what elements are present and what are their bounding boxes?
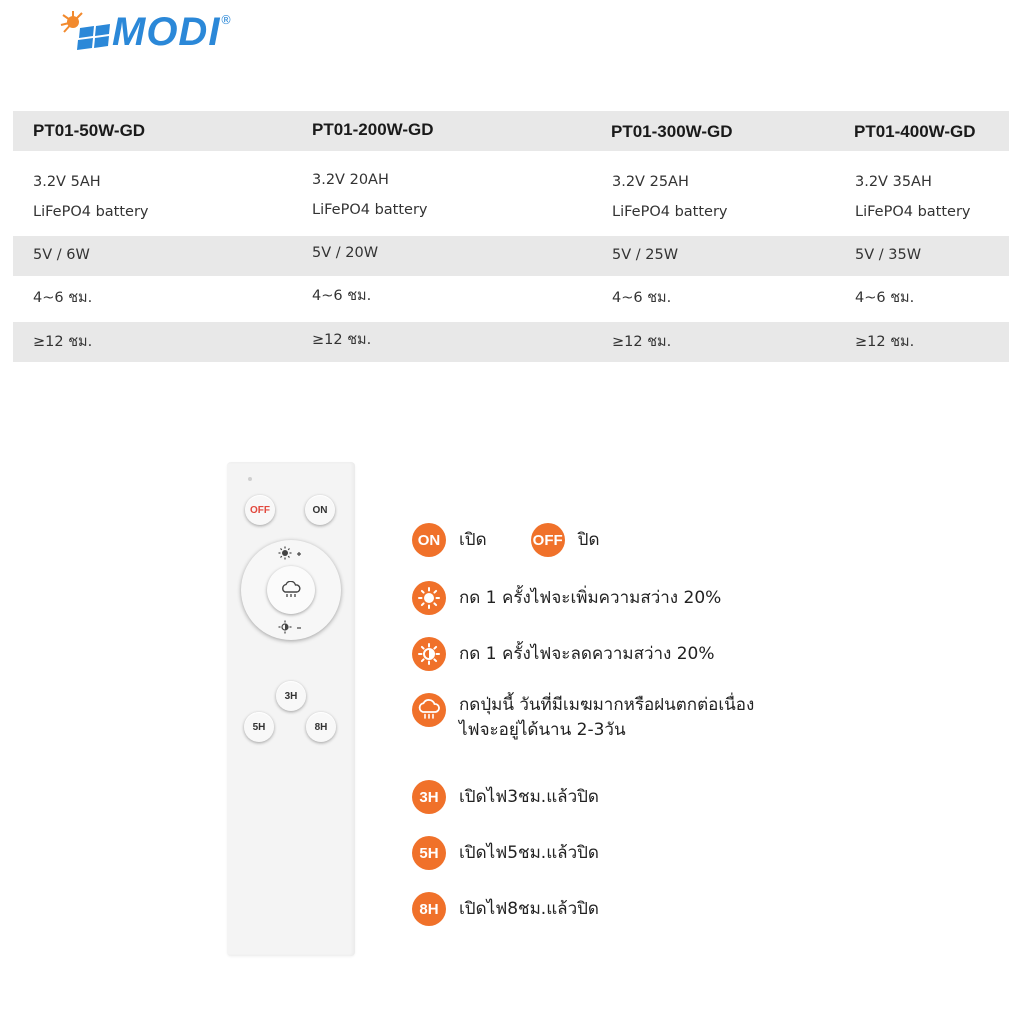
dimmer-description: กด 1 ครั้งไฟจะลดความสว่าง 20% bbox=[459, 643, 715, 664]
solar-panel-spec: 5V / 6W bbox=[33, 247, 90, 263]
legend-on-off bbox=[412, 523, 600, 557]
rain-mode-description-line2: ไฟจะอยู่ได้นาน 2-3วัน bbox=[459, 720, 626, 740]
timer-5h-description: เปิดไฟ5ชม.แล้วปิด bbox=[459, 842, 599, 863]
battery-type: LiFePO4 battery bbox=[312, 202, 428, 218]
solar-panel-spec: 5V / 25W bbox=[612, 247, 679, 263]
dimmer-sun-icon[interactable] bbox=[278, 620, 308, 634]
legend-timer-8h bbox=[412, 892, 599, 926]
off-badge: OFF bbox=[531, 523, 565, 557]
charge-time: 4~6 ชม. bbox=[33, 290, 93, 306]
timer-3h-badge: 3H bbox=[412, 780, 446, 814]
on-description: เปิด bbox=[459, 529, 487, 550]
brand-logo-icon bbox=[58, 8, 114, 58]
charge-time: 4~6 ชม. bbox=[612, 290, 672, 306]
cloud-rain-icon bbox=[412, 693, 446, 727]
off-button[interactable]: OFF bbox=[245, 495, 275, 525]
sun-icon bbox=[412, 581, 446, 615]
brightness-dial[interactable] bbox=[241, 540, 341, 640]
charge-time: 4~6 ชม. bbox=[855, 290, 915, 306]
rain-mode-description-line1: กดปุ่มนี้ วันที่มีเมฆมากหรือฝนตกต่อเนื่อง bbox=[459, 695, 755, 715]
header-cell: PT01-400W-GD bbox=[854, 122, 976, 141]
brighter-description: กด 1 ครั้งไฟจะเพิ่มความสว่าง 20% bbox=[459, 587, 722, 608]
timer-5h-button[interactable]: 5H bbox=[244, 712, 274, 742]
work-time: ≥12 ชม. bbox=[312, 332, 372, 348]
remote-control bbox=[227, 462, 355, 956]
table-header-row bbox=[13, 111, 1009, 151]
charge-time: 4~6 ชม. bbox=[312, 288, 372, 304]
header-cell: PT01-200W-GD bbox=[312, 120, 434, 139]
table-row-worktime bbox=[13, 322, 1009, 362]
on-badge: ON bbox=[412, 523, 446, 557]
cloud-rain-icon bbox=[280, 581, 302, 599]
rain-mode-button[interactable] bbox=[267, 566, 315, 614]
battery-capacity: 3.2V 5AH bbox=[33, 174, 101, 190]
off-description: ปิด bbox=[577, 529, 600, 550]
work-time: ≥12 ชม. bbox=[33, 334, 93, 350]
brightness-half-icon bbox=[412, 637, 446, 671]
legend-timer-5h bbox=[412, 836, 599, 870]
header-cell: PT01-50W-GD bbox=[33, 121, 146, 140]
on-button[interactable]: ON bbox=[305, 495, 335, 525]
battery-capacity: 3.2V 35AH bbox=[855, 174, 932, 190]
legend-timer-3h bbox=[412, 780, 599, 814]
timer-3h-button[interactable]: 3H bbox=[276, 681, 306, 711]
indicator-led bbox=[248, 477, 252, 481]
table-row-solar bbox=[13, 236, 1009, 276]
brand-name: MODI bbox=[112, 10, 221, 54]
legend-rain-mode bbox=[412, 693, 754, 743]
battery-type: LiFePO4 battery bbox=[855, 204, 971, 220]
solar-panel-spec: 5V / 20W bbox=[312, 245, 379, 261]
timer-3h-description: เปิดไฟ3ชม.แล้วปิด bbox=[459, 786, 599, 807]
table-row-battery bbox=[13, 151, 1009, 236]
spec-table bbox=[13, 111, 1009, 362]
battery-type: LiFePO4 battery bbox=[33, 204, 149, 220]
timer-8h-badge: 8H bbox=[412, 892, 446, 926]
solar-panel-spec: 5V / 35W bbox=[855, 247, 922, 263]
legend-brighter bbox=[412, 581, 721, 615]
timer-8h-description: เปิดไฟ8ชม.แล้วปิด bbox=[459, 898, 599, 919]
timer-8h-button[interactable]: 8H bbox=[306, 712, 336, 742]
legend-dimmer bbox=[412, 637, 715, 671]
battery-capacity: 3.2V 25AH bbox=[612, 174, 689, 190]
table-row-charge bbox=[13, 276, 1009, 322]
registered-mark: ® bbox=[220, 13, 232, 27]
work-time: ≥12 ชม. bbox=[612, 334, 672, 350]
work-time: ≥12 ชม. bbox=[855, 334, 915, 350]
brighter-sun-icon[interactable] bbox=[278, 546, 308, 560]
battery-type: LiFePO4 battery bbox=[612, 204, 728, 220]
header-cell: PT01-300W-GD bbox=[611, 122, 733, 141]
battery-capacity: 3.2V 20AH bbox=[312, 172, 389, 188]
timer-5h-badge: 5H bbox=[412, 836, 446, 870]
